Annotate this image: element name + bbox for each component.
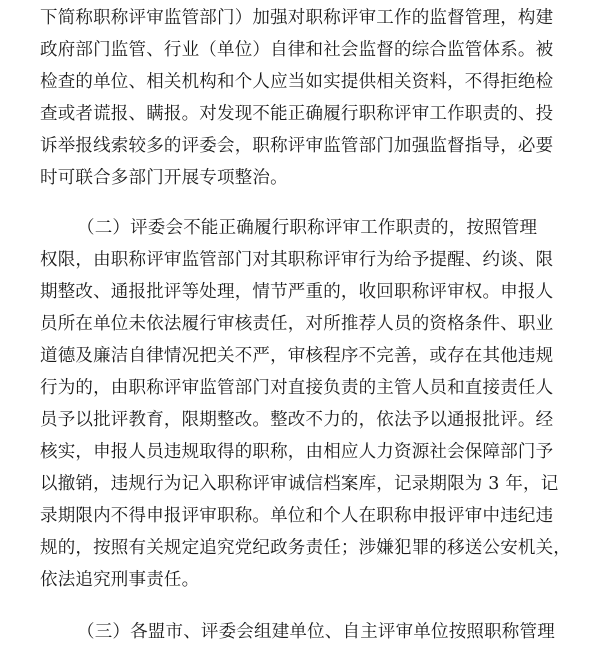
text-line-9: 期整改、通报批评等处理，情节严重的，收回职称评审权。申报人 bbox=[40, 282, 554, 302]
text-line-10: 员所在单位未依法履行审核责任，对所推荐人员的资格条件、职业 bbox=[40, 314, 554, 334]
text-line-17: 规的，按照有关规定追究党纪政务责任；涉嫌犯罪的移送公安机关， bbox=[40, 538, 571, 558]
text-line-1: 下简称职称评审监管部门）加强对职称评审工作的监督管理，构建 bbox=[40, 8, 554, 28]
text-line-8: 权限，由职称评审监管部门对其职称评审行为给予提醒、约谈、限 bbox=[40, 250, 554, 270]
text-line-3: 检查的单位、相关机构和个人应当如实提供相关资料，不得拒绝检 bbox=[40, 72, 554, 92]
text-line-12: 行为的，由职称评审监管部门对直接负责的主管人员和直接责任人 bbox=[40, 378, 554, 398]
paragraph-2-first-line: （二）评委会不能正确履行职称评审工作职责的，按照管理 bbox=[77, 218, 538, 238]
text-line-18: 依法追究刑事责任。 bbox=[40, 570, 200, 590]
text-line-4: 查或者谎报、瞒报。对发现不能正确履行职称评审工作职责的、投 bbox=[40, 104, 554, 124]
text-line-6: 时可联合多部门开展专项整治。 bbox=[40, 168, 288, 188]
paragraph-3-first-line: （三）各盟市、评委会组建单位、自主评审单位按照职称管理 bbox=[77, 622, 555, 642]
text-line-16: 录期限内不得申报评审职称。单位和个人在职称申报评审中违纪违 bbox=[40, 506, 554, 526]
text-line-13: 员予以批评教育，限期整改。整改不力的，依法予以通报批评。经 bbox=[40, 410, 554, 430]
text-line-11: 道德及廉洁自律情况把关不严，审核程序不完善，或存在其他违规 bbox=[40, 346, 554, 366]
text-line-5: 诉举报线索较多的评委会，职称评审监管部门加强监督指导，必要 bbox=[40, 136, 554, 156]
text-line-15: 以撤销，违规行为记入职称评审诚信档案库，记录期限为 3 年，记 bbox=[40, 474, 559, 494]
text-line-14: 核实，申报人员违规取得的职称，由相应人力资源社会保障部门予 bbox=[40, 442, 554, 462]
text-line-2: 政府部门监管、行业（单位）自律和社会监督的综合监管体系。被 bbox=[40, 40, 554, 60]
